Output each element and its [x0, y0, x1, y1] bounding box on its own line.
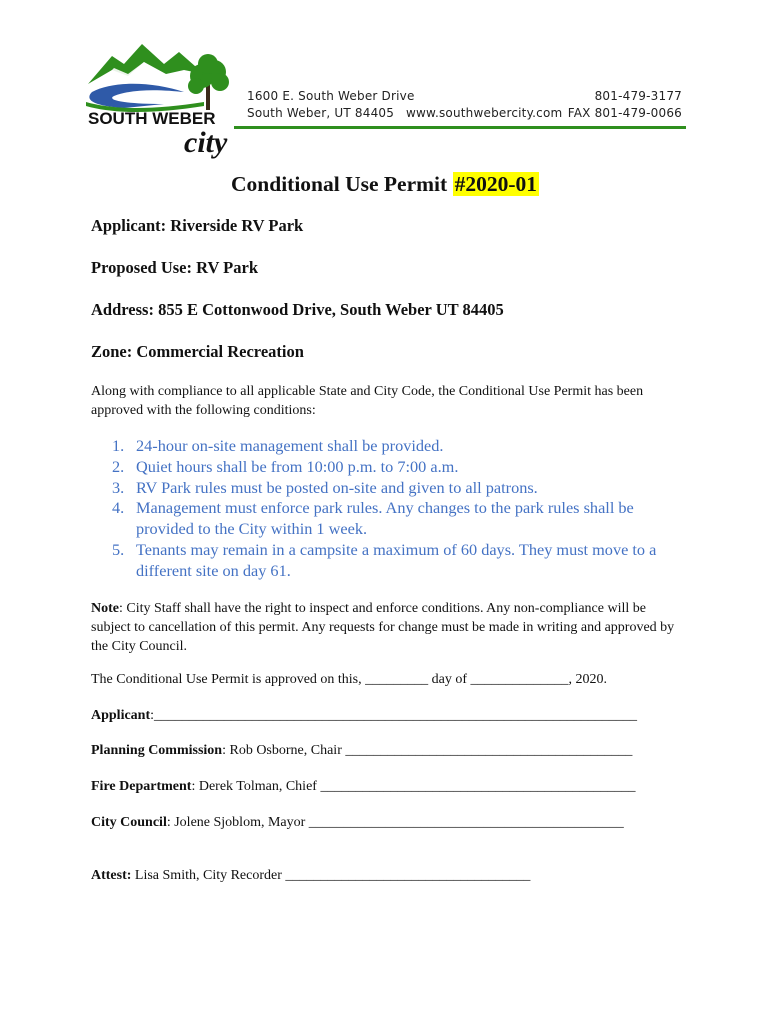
city-council-signature-line[interactable]	[91, 815, 624, 831]
city-address	[247, 88, 415, 122]
note-paragraph	[91, 599, 686, 656]
attest-signature-line[interactable]	[91, 868, 530, 884]
list-item	[112, 457, 672, 478]
applicant-signature-line[interactable]	[91, 708, 637, 724]
title-text: Conditional Use Permit	[231, 172, 453, 196]
address-line-1: 1600 E. South Weber Drive	[247, 89, 415, 103]
address-field: Address: 855 E Cottonwood Drive, South Weber UT 84405	[91, 300, 504, 319]
signature-blank: : Jolene Sjoblom, Mayor _____________________________________________	[166, 815, 624, 830]
signature-blank: : Rob Osborne, Chair _________________________________________	[222, 743, 633, 758]
signature-label: City Council	[91, 815, 167, 830]
condition-number: 2.	[112, 456, 125, 476]
condition-text: Quiet hours shall be from 10:00 p.m. to 7:00 a.m.	[136, 456, 459, 476]
signature-blank: Lisa Smith, City Recorder ___________________________________	[131, 868, 531, 883]
svg-text:SOUTH WEBER: SOUTH WEBER	[88, 109, 216, 128]
applicant-field: Applicant: Riverside RV Park	[91, 216, 304, 235]
list-item	[112, 478, 672, 499]
list-item	[112, 498, 672, 540]
condition-text: Tenants may remain in a campsite a maximum of 60 days. They must move to a different site on day 61.	[136, 539, 657, 580]
header-divider	[234, 126, 686, 129]
planning-commission-signature-line[interactable]	[91, 743, 632, 759]
phone-number: 801-479-3177	[594, 89, 682, 103]
signature-blank: :_____________________________________________________________________	[150, 708, 638, 723]
address-line-2: South Weber, UT 84405	[247, 106, 395, 120]
condition-number: 5.	[112, 539, 125, 559]
condition-text: 24-hour on-site management shall be provided.	[136, 436, 444, 455]
signature-blank: : Derek Tolman, Chief _____________________________________________	[191, 779, 636, 794]
intro-paragraph: Along with compliance to all applicable State and City Code, the Conditional Use Permit has been approved with the following conditions:	[91, 384, 644, 418]
condition-text: Management must enforce park rules. Any changes to the park rules shall be provided to the City within 1 week.	[136, 498, 634, 539]
condition-number: 4.	[112, 498, 125, 518]
approval-date-line[interactable]: The Conditional Use Permit is approved on this, _________ day of ______________, 2020.	[91, 672, 608, 687]
permit-number: #2020-01	[454, 172, 537, 196]
list-item	[112, 540, 672, 582]
condition-number: 3.	[112, 477, 125, 497]
city-website[interactable]: www.southwebercity.com	[406, 106, 563, 120]
svg-text:city: city	[184, 126, 228, 159]
city-phone-block	[568, 88, 682, 122]
zone-field: Zone: Commercial Recreation	[91, 342, 304, 361]
condition-text: RV Park rules must be posted on-site and given to all patrons.	[136, 477, 538, 497]
signature-label: Fire Department	[91, 779, 192, 794]
signature-label: Attest:	[91, 868, 132, 883]
signature-label: Planning Commission	[91, 743, 223, 758]
signature-label: Applicant	[91, 708, 151, 723]
south-weber-city-logo	[84, 40, 234, 162]
note-text: : City Staff shall have the right to inspect and enforce conditions. Any non-compliance will be subject to cancellation of this permit. Any requests for change must be made in writing and approved by the City Council.	[91, 601, 675, 654]
fire-department-signature-line[interactable]	[91, 779, 635, 795]
conditions-list	[112, 436, 672, 582]
proposed-use-field: Proposed Use: RV Park	[91, 258, 259, 277]
page-title	[0, 172, 770, 197]
note-label: Note	[91, 601, 119, 616]
list-item	[112, 436, 672, 457]
fax-number: FAX 801-479-0066	[567, 106, 682, 120]
condition-number: 1.	[112, 436, 125, 455]
